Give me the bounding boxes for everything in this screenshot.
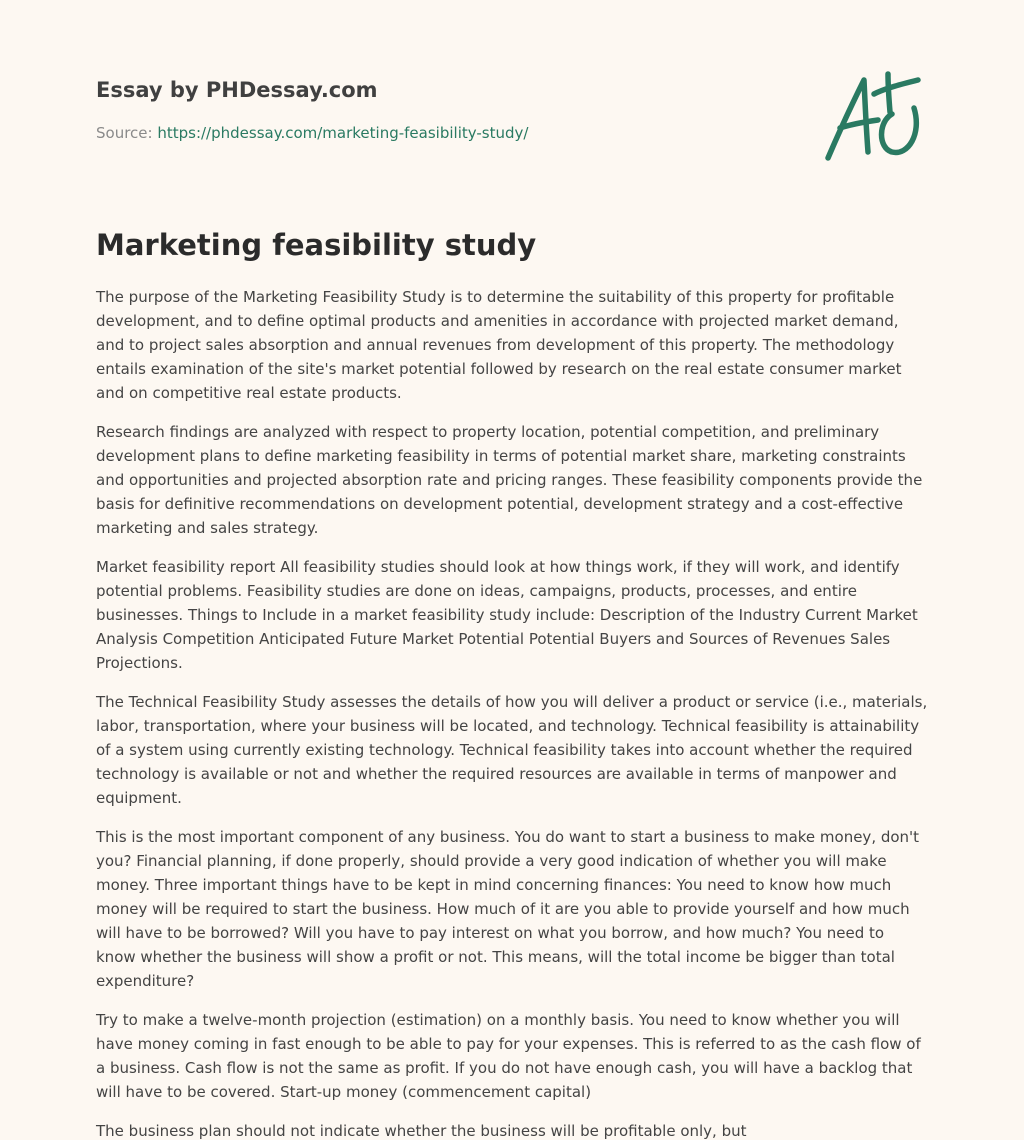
a-plus-logo-icon — [818, 68, 928, 168]
article-title: Marketing feasibility study — [96, 228, 537, 262]
article-paragraph: Market feasibility report All feasibility studies should look at how things work, if they will work, and identify potential problems. Feasibility studies are done on ideas, campaigns, products, processes, and entire businesses. Things to Include in a market feasibility study include: Description of the Industry Current Market Analysis Competition Anticipated Future Market Potential Potential Buyers and Sources of Revenues Sales Projections. — [96, 558, 918, 672]
article-paragraph: This is the most important component of any business. You do want to start a business to make money, don't you? Financial planning, if done properly, should provide a very good indication of whether you will make money. Three important things have to be kept in mind concerning finances: You need to know how much money will be required to start the business. How much of it are you able to provide yourself and how much will have to be borrowed? Will you have to pay interest on what you borrow, and how much? You need to know whether the business will show a profit or not. This means, will the total income be bigger than total expenditure? — [96, 828, 920, 990]
article-paragraph: The purpose of the Marketing Feasibility Study is to determine the suitability of this property for profitable development, and to define optimal products and amenities in accordance with projected market demand, and to project sales absorption and annual revenues from development of this property. The methodology entails examination of the site's market potential followed by research on the real estate consumer market and on competitive real estate products. — [96, 288, 902, 402]
source-label: Source: — [96, 124, 158, 142]
source-link[interactable]: https://phdessay.com/marketing-feasibility-study/ — [157, 124, 529, 142]
article-paragraph: The business plan should not indicate whether the business will be profitable only, but — [96, 1122, 747, 1140]
site-brand: Essay by PHDessay.com — [96, 78, 378, 102]
article-body — [96, 285, 928, 1140]
article-paragraph: Try to make a twelve-month projection (estimation) on a monthly basis. You need to know whether you will have money coming in fast enough to be able to pay for your expenses. This is referred to as the cash flow of a business. Cash flow is not the same as profit. If you do not have enough cash, you will have a backlog that will have to be covered. Start-up money (commencement capital) — [96, 1011, 921, 1101]
source-line — [96, 123, 528, 143]
article-paragraph: The Technical Feasibility Study assesses the details of how you will deliver a product or service (i.e., materials, labor, transportation, where your business will be located, and technology. Technical feasibility is attainability of a system using currently existing technology. Technical feasibility takes into account whether the required technology is available or not and whether the required resources are available in terms of manpower and equipment. — [96, 693, 928, 807]
article-paragraph: Research findings are analyzed with respect to property location, potential competition, and preliminary development plans to define marketing feasibility in terms of potential market share, marketing constraints and opportunities and projected absorption rate and pricing ranges. These feasibility components provide the basis for definitive recommendations on development potential, development strategy and a cost-effective marketing and sales strategy. — [96, 423, 923, 537]
